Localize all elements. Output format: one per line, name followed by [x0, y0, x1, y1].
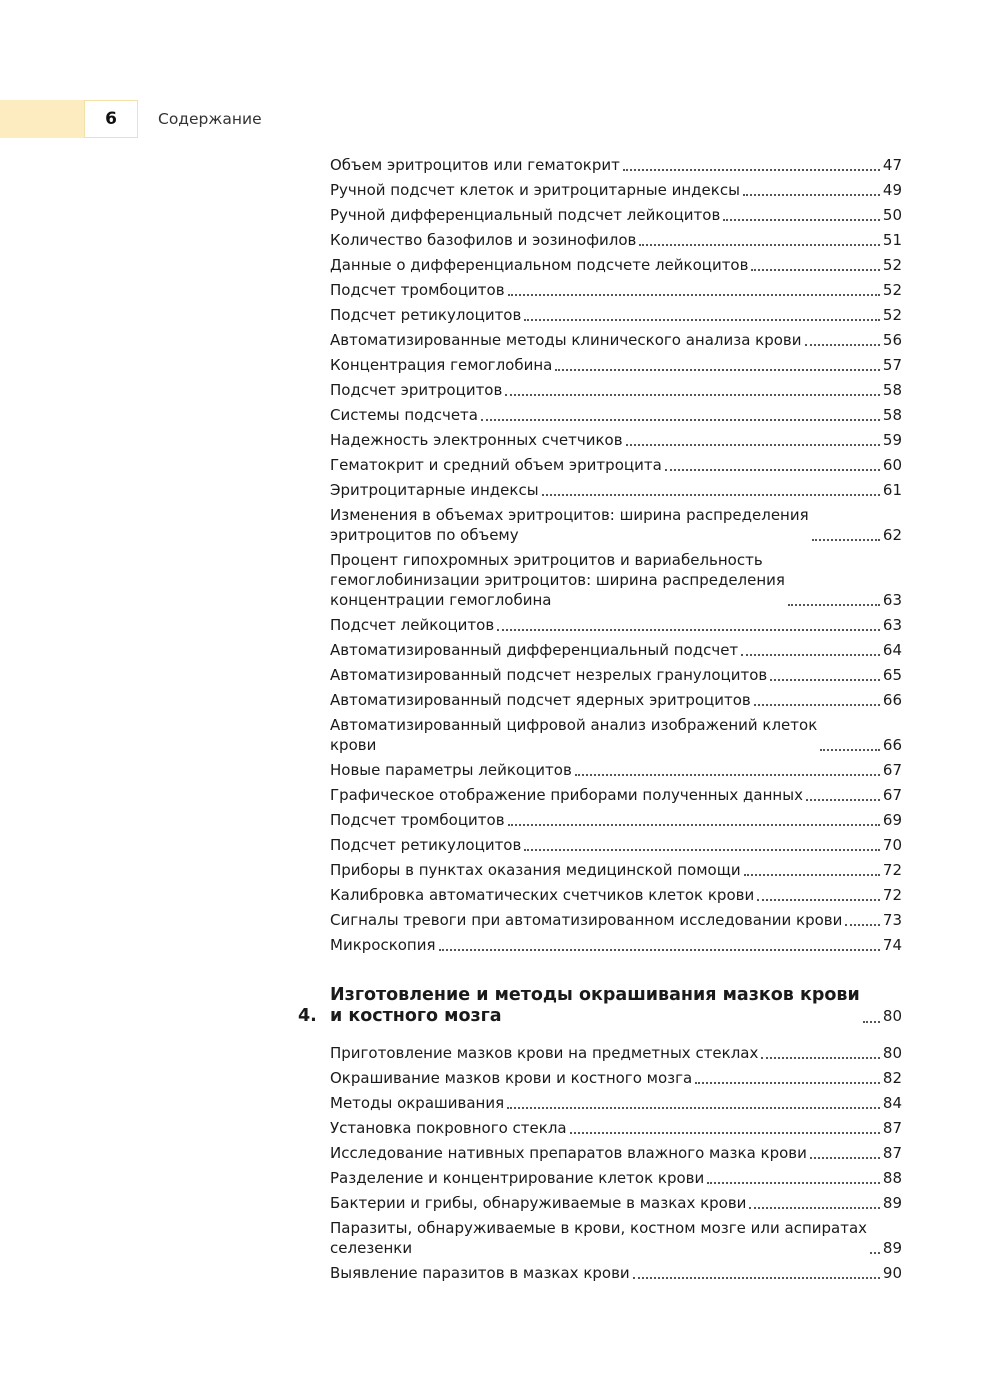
dot-leader [633, 1277, 880, 1279]
toc-entry-page: 63 [882, 591, 902, 609]
toc-entry-title: Автоматизированный дифференциальный подсчет [330, 641, 739, 659]
toc-entry[interactable] [330, 550, 902, 610]
toc-entry-page: 49 [882, 181, 902, 199]
dot-leader [497, 629, 880, 631]
toc-entry-title: Системы подсчета [330, 406, 478, 424]
dot-leader [695, 1082, 880, 1084]
toc-entry[interactable] [330, 885, 902, 905]
toc-entry-page: 57 [882, 356, 902, 374]
toc-entry-page: 63 [882, 616, 902, 634]
toc-entry-page: 67 [882, 761, 902, 779]
toc-entry[interactable] [330, 810, 902, 830]
toc-entry-title: Бактерии и грибы, обнаруживаемые в мазках крови [330, 1194, 747, 1212]
toc-entry-page: 87 [882, 1144, 902, 1162]
toc-entry-page: 59 [882, 431, 902, 449]
toc-entry-title: Надежность электронных счетчиков [330, 431, 623, 449]
dot-leader [743, 194, 880, 196]
toc-entry[interactable] [330, 330, 902, 350]
dot-leader [812, 539, 880, 541]
page-number: 6 [84, 100, 138, 138]
toc-entry-title: Подсчет ретикулоцитов [330, 306, 522, 324]
toc-entry[interactable] [330, 1168, 902, 1188]
toc-entry-title: Данные о дифференциальном подсчете лейкоцитов [330, 256, 749, 274]
toc-entry[interactable] [330, 690, 902, 710]
toc-entry-page: 52 [882, 256, 902, 274]
dot-leader [761, 1057, 880, 1059]
toc-entry[interactable] [330, 1093, 902, 1113]
dot-leader [555, 369, 880, 371]
dot-leader [863, 1021, 880, 1023]
dot-leader [770, 679, 880, 681]
toc-entry-page: 89 [882, 1239, 902, 1257]
toc-entry-title: Подсчет тромбоцитов [330, 811, 505, 829]
section-title: Содержание [158, 110, 262, 128]
toc-entry-page: 89 [882, 1194, 902, 1212]
toc-entry[interactable] [330, 280, 902, 300]
toc-entry[interactable] [330, 480, 902, 500]
toc-entry[interactable] [330, 155, 902, 175]
dot-leader [810, 1157, 880, 1159]
toc-entry-title: Процент гипохромных эритроцитов и вариабельность гемоглобинизации эритроцитов: ширина распределения концентрации гемоглобина [330, 551, 785, 609]
toc-entry-page: 74 [882, 936, 902, 954]
dot-leader [751, 269, 879, 271]
dot-leader [744, 874, 880, 876]
toc-entry[interactable] [330, 230, 902, 250]
toc-entry-page: 69 [882, 811, 902, 829]
toc-entry[interactable] [330, 715, 902, 755]
dot-leader [508, 824, 880, 826]
toc-entry-title: Подсчет эритроцитов [330, 381, 503, 399]
toc-entry[interactable] [330, 255, 902, 275]
dot-leader [741, 654, 880, 656]
toc-entry-title: Выявление паразитов в мазках крови [330, 1264, 630, 1282]
dot-leader [542, 494, 880, 496]
toc-entry-title: Автоматизированный подсчет незрелых гранулоцитов [330, 666, 768, 684]
toc-entry-page: 88 [882, 1169, 902, 1187]
toc-entry-page: 67 [882, 786, 902, 804]
dot-leader [754, 704, 880, 706]
chapter-heading[interactable] [298, 985, 902, 1027]
dot-leader [508, 294, 880, 296]
toc-entry-title: Количество базофилов и эозинофилов [330, 231, 637, 249]
toc-entry-page: 87 [882, 1119, 902, 1137]
toc-entry-page: 58 [882, 406, 902, 424]
toc-entry-page: 47 [882, 156, 902, 174]
chapter-number: 4. [298, 1006, 317, 1026]
toc-list-chapter-4 [330, 1043, 902, 1288]
toc-entry[interactable] [330, 615, 902, 635]
toc-entry[interactable] [330, 505, 902, 545]
dot-leader [575, 774, 880, 776]
toc-entry[interactable] [330, 785, 902, 805]
dot-leader [665, 469, 880, 471]
toc-entry-title: Новые параметры лейкоцитов [330, 761, 572, 779]
toc-list-main [330, 155, 902, 960]
toc-entry-page: 90 [882, 1264, 902, 1282]
toc-entry-page: 80 [882, 1044, 902, 1062]
toc-entry[interactable] [330, 910, 902, 930]
toc-entry-title: Объем эритроцитов или гематокрит [330, 156, 620, 174]
toc-entry-page: 52 [882, 281, 902, 299]
dot-leader [723, 219, 880, 221]
dot-leader [757, 899, 880, 901]
toc-entry-page: 82 [882, 1069, 902, 1087]
header-accent-band [0, 100, 84, 138]
toc-entry-page: 72 [882, 861, 902, 879]
toc-entry-page: 51 [882, 231, 902, 249]
toc-entry-title: Калибровка автоматических счетчиков клеток крови [330, 886, 755, 904]
toc-entry[interactable] [330, 355, 902, 375]
dot-leader [626, 444, 880, 446]
dot-leader [845, 924, 880, 926]
toc-entry[interactable] [330, 430, 902, 450]
dot-leader [505, 394, 880, 396]
toc-entry-title: Приготовление мазков крови на предметных стеклах [330, 1044, 759, 1062]
toc-entry-page: 66 [882, 691, 902, 709]
toc-entry-page: 84 [882, 1094, 902, 1112]
toc-entry-title: Эритроцитарные индексы [330, 481, 539, 499]
toc-entry-page: 62 [882, 526, 902, 544]
toc-entry[interactable] [330, 1043, 902, 1063]
dot-leader [623, 169, 880, 171]
chapter-page: 80 [882, 1007, 902, 1025]
toc-entry-page: 60 [882, 456, 902, 474]
toc-entry-page: 56 [882, 331, 902, 349]
toc-entry[interactable] [330, 935, 902, 955]
dot-leader [507, 1107, 880, 1109]
toc-entry[interactable] [330, 205, 902, 225]
dot-leader [524, 319, 880, 321]
toc-entry-page: 61 [882, 481, 902, 499]
toc-entry[interactable] [330, 305, 902, 325]
toc-entry-title: Графическое отображение приборами полученных данных [330, 786, 803, 804]
dot-leader [820, 749, 880, 751]
toc-entry[interactable] [330, 760, 902, 780]
toc-entry[interactable] [330, 405, 902, 425]
toc-entry-title: Исследование нативных препаратов влажного мазка крови [330, 1144, 807, 1162]
toc-entry-title: Автоматизированные методы клинического анализа крови [330, 331, 802, 349]
toc-entry-title: Ручной подсчет клеток и эритроцитарные индексы [330, 181, 740, 199]
dot-leader [805, 344, 880, 346]
toc-entry-page: 50 [882, 206, 902, 224]
dot-leader [806, 799, 880, 801]
toc-entry-title: Методы окрашивания [330, 1094, 505, 1112]
chapter-title: Изготовление и методы окрашивания мазков крови и костного мозга [330, 985, 860, 1026]
toc-entry-page: 64 [882, 641, 902, 659]
toc-entry[interactable] [330, 640, 902, 660]
toc-entry-title: Автоматизированный цифровой анализ изображений клеток крови [330, 716, 818, 754]
toc-entry-page: 72 [882, 886, 902, 904]
toc-entry[interactable] [330, 1193, 902, 1213]
toc-entry-page: 52 [882, 306, 902, 324]
toc-entry[interactable] [330, 1118, 902, 1138]
toc-entry-title: Подсчет лейкоцитов [330, 616, 495, 634]
toc-entry-page: 65 [882, 666, 902, 684]
dot-leader [749, 1207, 879, 1209]
toc-entry-title: Автоматизированный подсчет ядерных эритроцитов [330, 691, 751, 709]
toc-entry-title: Подсчет ретикулоцитов [330, 836, 522, 854]
dot-leader [524, 849, 880, 851]
toc-entry-title: Ручной дифференциальный подсчет лейкоцитов [330, 206, 721, 224]
toc-entry[interactable] [330, 1068, 902, 1088]
toc-entry-title: Разделение и концентрирование клеток крови [330, 1169, 705, 1187]
toc-entry[interactable] [330, 380, 902, 400]
toc-entry-title: Концентрация гемоглобина [330, 356, 553, 374]
dot-leader [639, 244, 880, 246]
dot-leader [570, 1132, 880, 1134]
toc-entry-title: Установка покровного стекла [330, 1119, 567, 1137]
dot-leader [870, 1252, 880, 1254]
dot-leader [707, 1182, 880, 1184]
toc-entry-title: Сигналы тревоги при автоматизированном исследовании крови [330, 911, 843, 929]
toc-entry-page: 66 [882, 736, 902, 754]
toc-entry-page: 58 [882, 381, 902, 399]
toc-entry[interactable] [330, 860, 902, 880]
toc-entry-title: Подсчет тромбоцитов [330, 281, 505, 299]
toc-entry[interactable] [330, 665, 902, 685]
toc-entry[interactable] [330, 455, 902, 475]
dot-leader [481, 419, 880, 421]
toc-entry[interactable] [330, 835, 902, 855]
toc-entry[interactable] [330, 1143, 902, 1163]
toc-entry-title: Окрашивание мазков крови и костного мозга [330, 1069, 693, 1087]
toc-entry-title: Приборы в пунктах оказания медицинской помощи [330, 861, 741, 879]
toc-entry-title: Микроскопия [330, 936, 436, 954]
toc-entry[interactable] [330, 1218, 902, 1258]
toc-entry-title: Паразиты, обнаруживаемые в крови, костном мозге или аспиратах селезенки [330, 1219, 868, 1257]
dot-leader [788, 604, 880, 606]
toc-entry[interactable] [330, 1263, 902, 1283]
toc-entry-title: Гематокрит и средний объем эритроцита [330, 456, 662, 474]
dot-leader [439, 949, 880, 951]
toc-entry-page: 70 [882, 836, 902, 854]
toc-entry-page: 73 [882, 911, 902, 929]
toc-entry-title: Изменения в объемах эритроцитов: ширина распределения эритроцитов по объему [330, 506, 809, 544]
toc-entry[interactable] [330, 180, 902, 200]
